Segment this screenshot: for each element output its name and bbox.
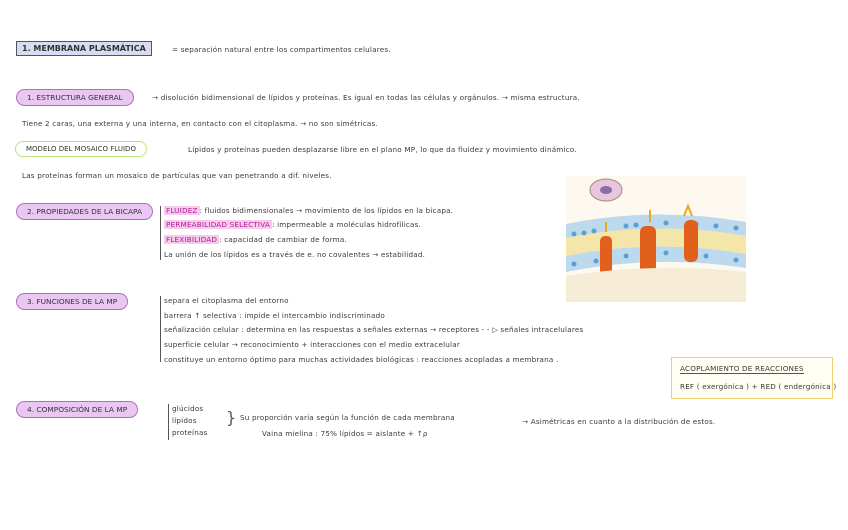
property-text: : impermeable a moléculas hidrofílicas. xyxy=(272,220,422,229)
property-item xyxy=(164,235,347,244)
section-structure-label: 1. ESTRUCTURA GENERAL xyxy=(16,89,134,106)
property-text: La unión de los lípidos es a través de e. no covalentes → estabilidad. xyxy=(164,250,426,259)
property-term: FLUIDEZ xyxy=(166,206,198,215)
membrane-diagram xyxy=(566,176,746,302)
function-item: señalización celular : determina en las respuestas a señales externas → receptores - - ▷ señales intracelulares xyxy=(164,325,584,334)
section-functions-label: 3. FUNCIONES DE LA MP xyxy=(16,293,128,310)
function-item: barrera ↑ selectiva : impide el intercambio indiscriminado xyxy=(164,311,385,320)
component-item: glúcidos xyxy=(172,404,204,413)
property-item xyxy=(164,250,425,259)
component-item: proteínas xyxy=(172,428,208,437)
title-definition: = separación natural entre los compartimentos celulares. xyxy=(172,45,391,54)
page-title: 1. MEMBRANA PLASMÁTICA xyxy=(16,41,152,56)
composition-conclusion: → Asimétricas en cuanto a la distribución de estos. xyxy=(522,417,716,426)
structure-line-2: Tiene 2 caras, una externa y una interna, en contacto con el citoplasma. → no son simétricas. xyxy=(22,119,378,128)
property-item xyxy=(164,206,453,215)
section-composition-label: 4. COMPOSICIÓN DE LA MP xyxy=(16,401,138,418)
function-item: constituye un entorno óptimo para muchas actividades biológicas : reacciones acopladas a membrana . xyxy=(164,355,559,364)
reaction-coupling-box xyxy=(671,357,837,399)
model-label: MODELO DEL MOSAICO FLUIDO xyxy=(15,141,147,157)
property-item xyxy=(164,220,421,229)
property-term: PERMEABILIDAD SELECTIVA xyxy=(166,220,270,229)
function-item: superficie celular → reconocimiento + interacciones con el medio extracelular xyxy=(164,340,460,349)
structure-line-3: Las proteínas forman un mosaico de partículas que van penetrando a dif. niveles. xyxy=(22,171,332,180)
box-text: REF ( exergónica ) + RED ( endergónica ) xyxy=(680,382,837,391)
property-term: FLEXIBILIDAD xyxy=(166,235,218,244)
box-title xyxy=(680,364,804,373)
property-text: : fluidos bidimensionales → movimiento de los lípidos en la bicapa. xyxy=(199,206,454,215)
function-item: separa el citoplasma del entorno xyxy=(164,296,289,305)
model-text: Lípidos y proteínas pueden desplazarse libre en el plano MP, lo que da fluidez y movimiento dinámico. xyxy=(188,145,577,154)
composition-line-1: Su proporción varía según la función de cada membrana xyxy=(240,413,455,422)
box-title-text: ACOPLAMIENTO DE REACCIONES xyxy=(680,364,804,373)
section-properties-label: 2. PROPIEDADES DE LA BICAPA xyxy=(16,203,153,220)
structure-line-1: → disolución bidimensional de lípidos y proteínas. Es igual en todas las células y orgánulos. → misma estructura. xyxy=(152,93,580,102)
component-item: lípidos xyxy=(172,416,197,425)
brace-icon: } xyxy=(226,408,237,427)
property-text: : capacidad de cambiar de forma. xyxy=(219,235,347,244)
composition-line-2: Vaina mielina : 75% lípidos = aislante + ↑ρ xyxy=(262,429,428,438)
